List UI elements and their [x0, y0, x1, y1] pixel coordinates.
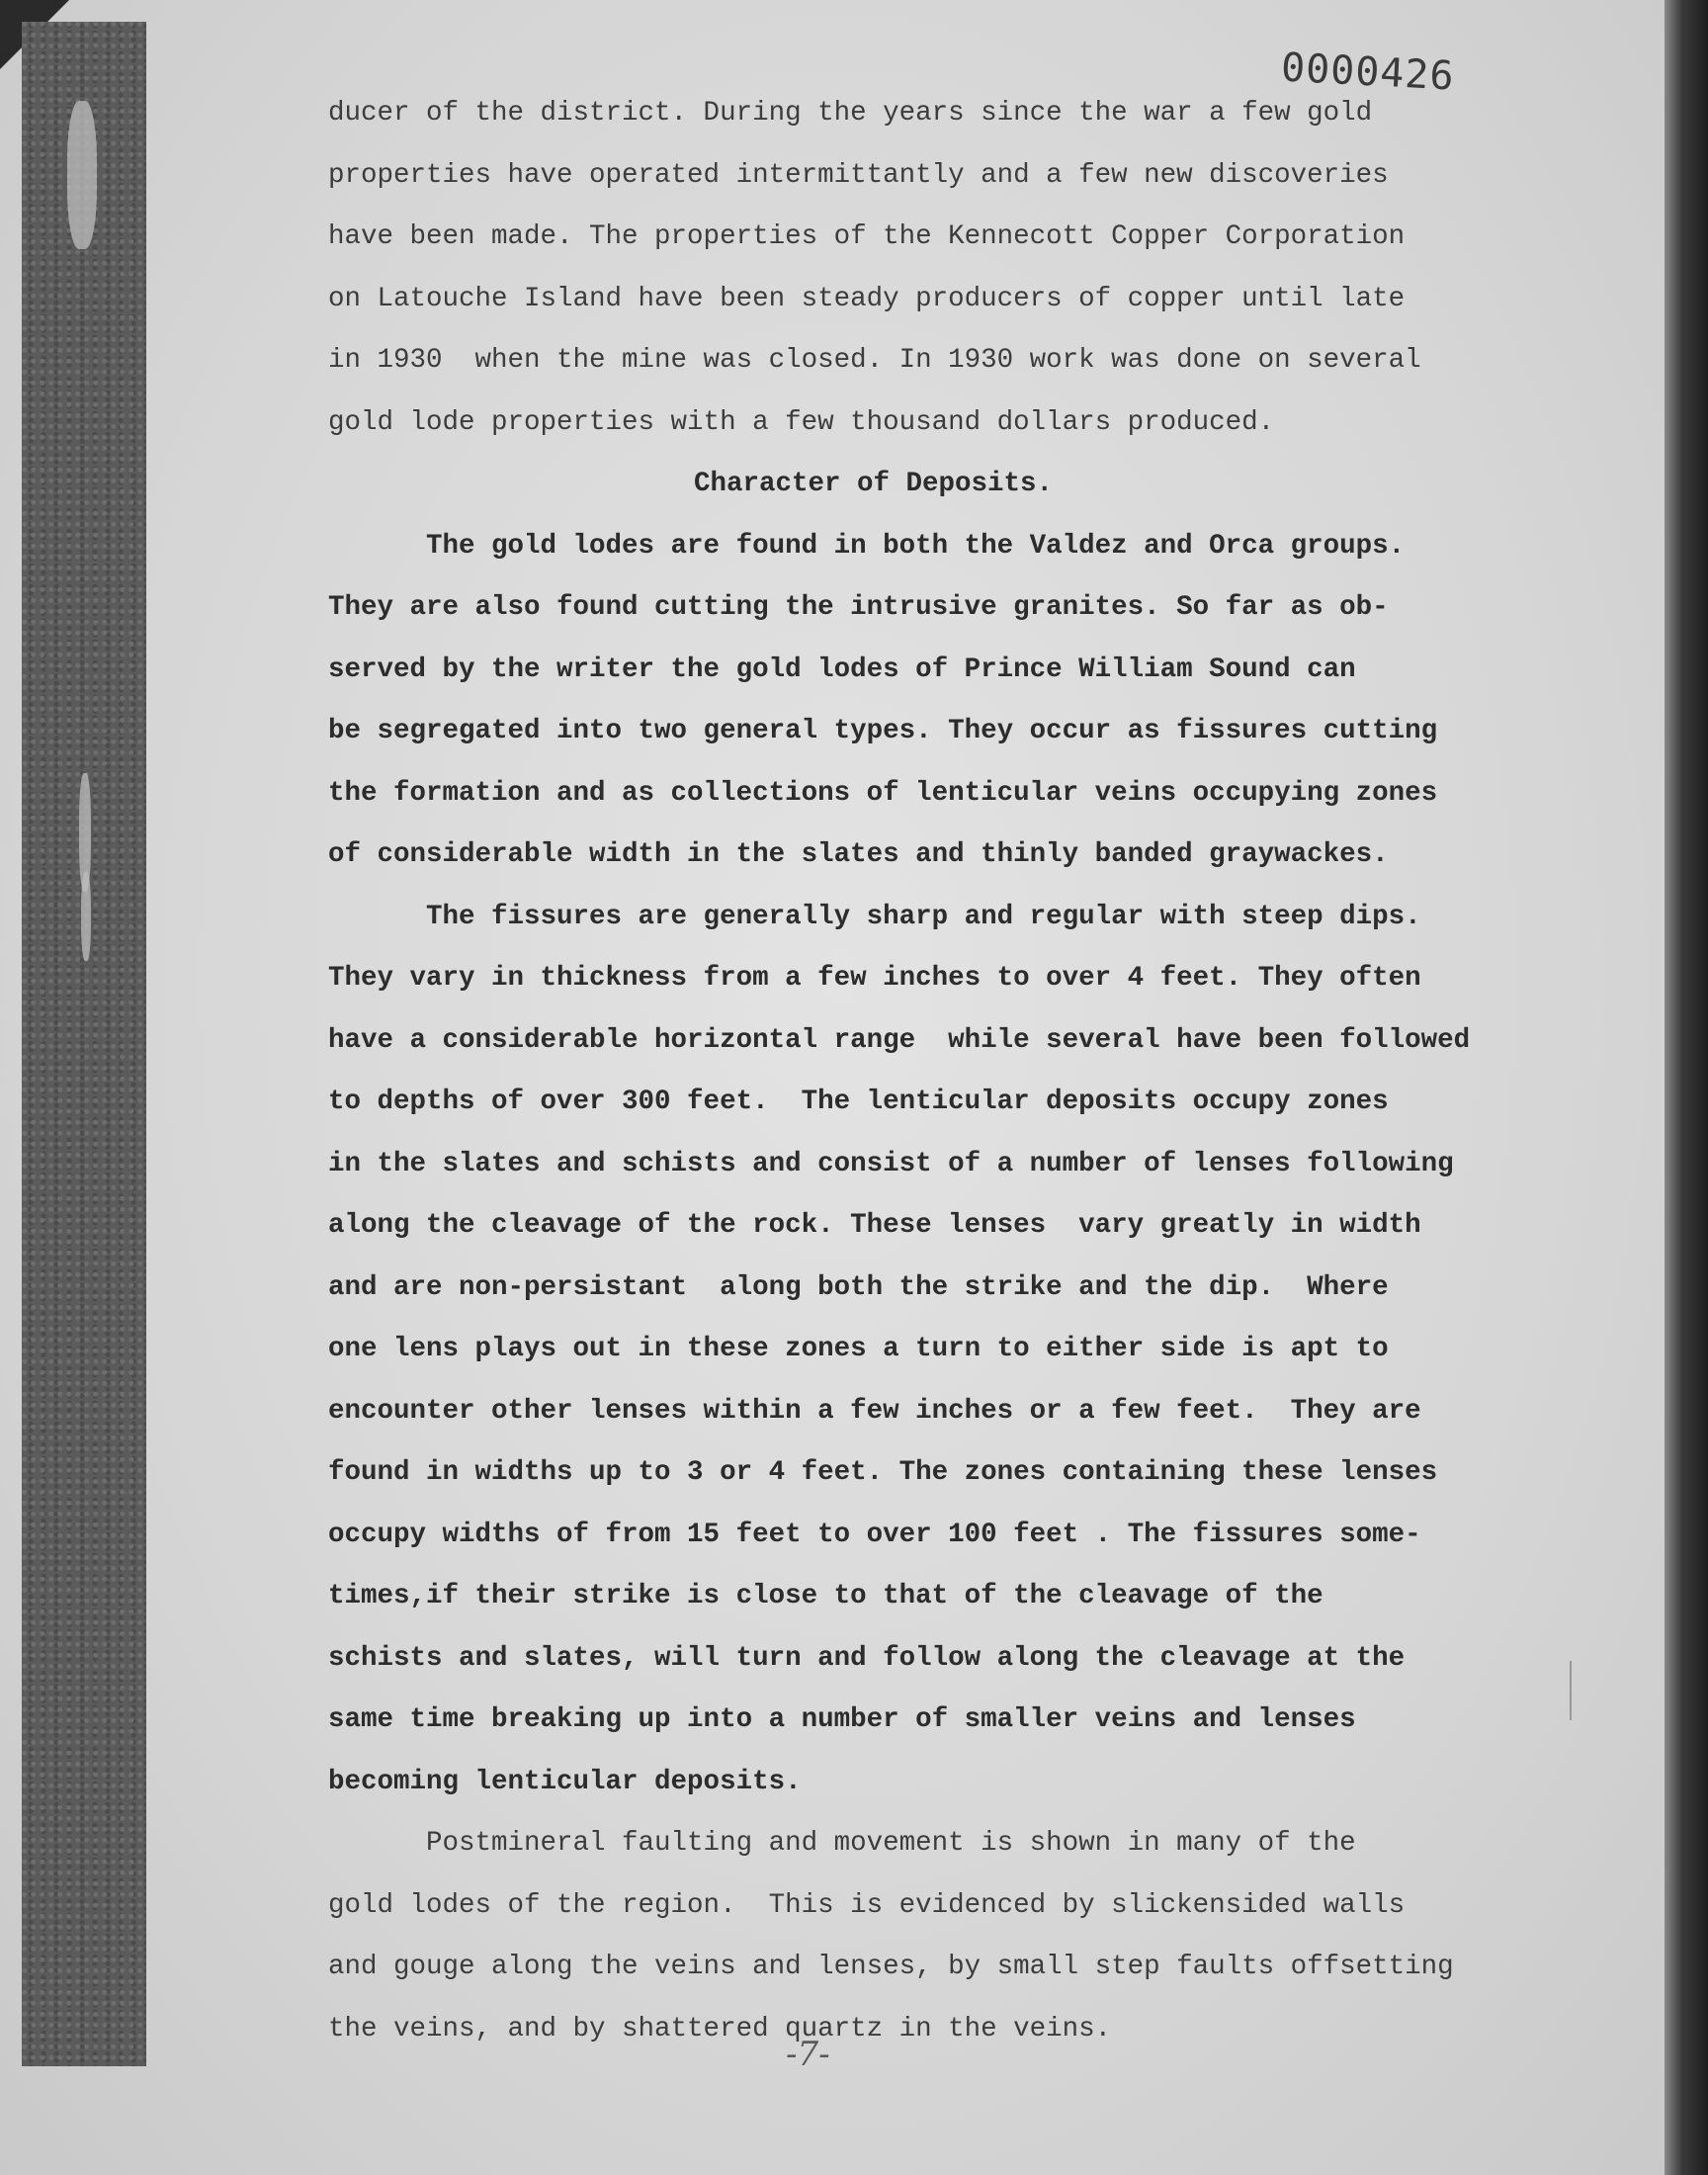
text-line: gold lode properties with a few thousand dollars produced. — [328, 406, 1275, 438]
text-line: have a considerable horizontal range while several have been followed — [328, 1024, 1471, 1056]
section-heading: Character of Deposits. — [694, 469, 1054, 499]
pencil-mark — [1570, 1661, 1572, 1720]
text-line: encounter other lenses within a few inches or a few feet. They are — [328, 1395, 1421, 1427]
typed-text-body — [328, 83, 1613, 2060]
text-line: in the slates and schists and consist of a number of lenses following — [328, 1148, 1454, 1179]
text-line: same time breaking up into a number of smaller veins and lenses — [328, 1704, 1356, 1735]
text-line: times,if their strike is close to that of the cleavage of the — [328, 1581, 1324, 1611]
text-line: the veins, and by shattered quartz in the veins. — [328, 2013, 1112, 2044]
text-line: in 1930 when the mine was closed. In 1930 work was done on several — [328, 345, 1421, 376]
text-line: They are also found cutting the intrusive granites. So far as ob- — [328, 592, 1389, 623]
text-line: gold lodes of the region. This is evidenced by slickensided walls — [328, 1889, 1406, 1921]
text-line: the formation and as collections of lenticular veins occupying zones — [328, 777, 1438, 809]
text-line: properties have operated intermittantly and a few new discoveries — [328, 159, 1389, 191]
text-line: have been made. The properties of the Kennecott Copper Corporation — [328, 221, 1406, 252]
binding-strip — [22, 22, 146, 2066]
text-line: be segregated into two general types. They occur as fissures cutting — [328, 716, 1438, 746]
text-line: found in widths up to 3 or 4 feet. The zones containing these lenses — [328, 1457, 1438, 1488]
text-line: and are non-persistant along both the strike and the dip. Where — [328, 1271, 1389, 1303]
document-reference-number: 0000426 — [1279, 44, 1456, 100]
text-line: The gold lodes are found in both the Valdez and Orca groups. — [328, 530, 1406, 562]
text-line: to depths of over 300 feet. The lenticular deposits occupy zones — [328, 1087, 1389, 1117]
text-line: occupy widths of from 15 feet to over 100 feet . The fissures some- — [328, 1519, 1421, 1550]
text-line: on Latouche Island have been steady producers of copper until late — [328, 283, 1406, 314]
scan-edge-shadow — [1665, 0, 1708, 2175]
text-line: They vary in thickness from a few inches to over 4 feet. They often — [328, 963, 1421, 994]
text-line: along the cleavage of the rock. These lenses vary greatly in width — [328, 1210, 1421, 1241]
text-line: one lens plays out in these zones a turn to either side is apt to — [328, 1334, 1389, 1364]
text-line: schists and slates, will turn and follow along the cleavage at the — [328, 1642, 1406, 1674]
text-line: The fissures are generally sharp and regular with steep dips. — [328, 901, 1421, 932]
strip-scuff-mark — [81, 872, 91, 961]
page-number: -7- — [786, 2035, 830, 2074]
text-line: and gouge along the veins and lenses, by small step faults offsetting — [328, 1952, 1454, 1982]
text-line: served by the writer the gold lodes of Prince William Sound can — [328, 653, 1356, 685]
strip-scuff-mark — [67, 101, 97, 249]
text-line: of considerable width in the slates and thinly banded graywackes. — [328, 839, 1389, 870]
text-line: Postmineral faulting and movement is shown in many of the — [328, 1828, 1356, 1859]
text-line: ducer of the district. During the years since the war a few gold — [328, 98, 1373, 129]
text-line: becoming lenticular deposits. — [328, 1766, 802, 1797]
